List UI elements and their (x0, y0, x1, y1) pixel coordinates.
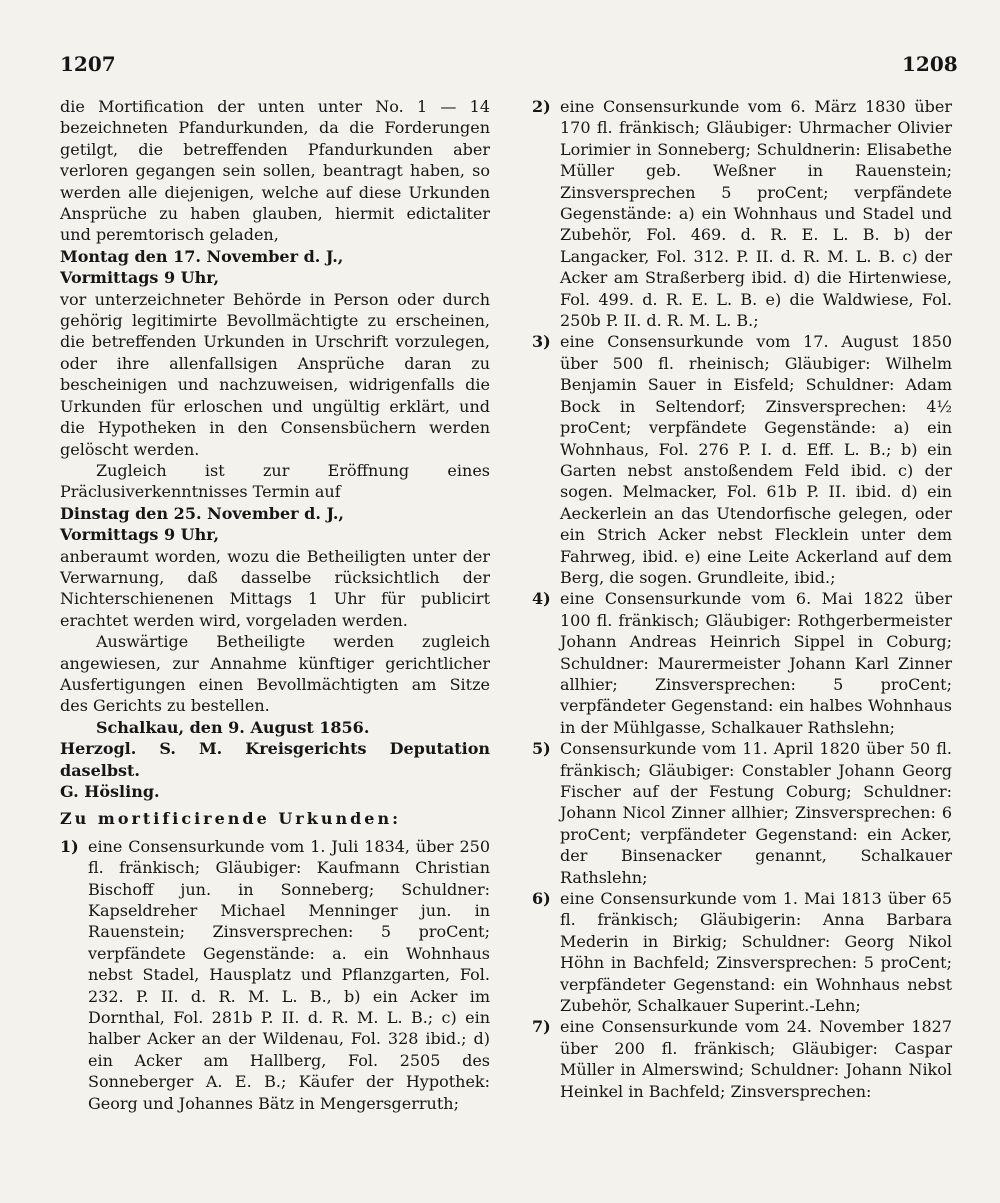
place-date: Schalkau, den 9. August 1856. (96, 717, 370, 737)
documents-heading: Zu mortificirende Urkunden: (60, 809, 401, 829)
document-item-6 (532, 888, 952, 1016)
page-number-right: 1208 (902, 52, 958, 76)
left-column (60, 96, 490, 1114)
item-text: eine Consensurkunde vom 17. August 1850 über 500 fl. rheinisch; Gläubiger: Wilhelm Benjamin Sauer in Eisfeld; Schuldner: Adam Bock in Seltendorf; Zinsversprechen: 4½ proCent; verpfändete Gegenstände: a) ein Wohnhaus, Fol. 276 P. I. d. Eff. L. B.; b) ein Garten nebst anstoßendem Feld ibid. c) der sogen. Melmacker, Fol. 61b P. II. ibid. d) ein Aeckerlein an das Utendorfische gelegen, oder ein Strich Acker nebst Flecklein unter dem Fahrweg, ibid. e) eine Leite Ackerland auf dem Berg, die sogen. Grundleite, ibid.; (560, 332, 952, 587)
document-item-1 (60, 836, 490, 1114)
item-text: eine Consensurkunde vom 24. November 1827 über 200 fl. fränkisch; Gläubiger: Caspar Müller in Almerswind; Schuldner: Johann Nikol Heinkel in Bachfeld; Zinsversprechen: (560, 1017, 952, 1101)
intro-paragraph: die Mortification der unten unter No. 1 — 14 bezeichneten Pfandurkunden, da die Forderungen getilgt, die betreffenden Pfandurkunden aber verloren gegangen sein sollen, beantragt haben, so werden alle diejenigen, welche auf diese Urkunden Ansprüche zu haben glauben, hiermit edictaliter und peremtorisch geladen, (60, 97, 490, 245)
item-text: eine Consensurkunde vom 6. März 1830 über 170 fl. fränkisch; Gläubiger: Uhrmacher Olivier Lorimier in Sonneberg; Schuldnerin: Elisabethe Müller geb. Weßner in Rauenstein; Zinsversprechen 5 proCent; verpfändete Gegenstände: a) ein Wohnhaus und Stadel und Zubehör, Fol. 469. d. R. E. L. B. b) der Langacker, Fol. 312. P. II. d. R. M. L. B. c) der Acker am Straßerberg ibid. d) die Hirtenwiese, Fol. 499. d. R. E. L. B. e) die Waldwiese, Fol. 250b P. II. d. R. M. L. B.; (560, 97, 952, 331)
signature: G. Hösling. (60, 782, 160, 801)
item-text: eine Consensurkunde vom 1. Mai 1813 über 65 fl. fränkisch; Gläubigerin: Anna Barbara Mederin in Birkig; Schuldner: Georg Nikol Höhn in Bachfeld; Zinsversprechen: 5 proCent; verpfändeter Gegenstand: ein Wohnhaus nebst Zubehör, Schalkauer Superint.-Lehn; (560, 889, 952, 1016)
issuing-authority: Herzogl. S. M. Kreisgerichts Deputation daselbst. (60, 739, 490, 780)
summons-paragraph: vor unterzeichneter Behörde in Person oder durch gehörig legitimirte Bevollmächtigte zu erscheinen, die betreffenden Urkunden in Urschrift vorzulegen, oder ihre allenfallsigen Ansprüche daran zu bescheinigen und nachzuweisen, widrigenfalls die Urkunden für erloschen und ungültig erklärt, und die Hypotheken in den Consensbüchern werden gelöscht werden. (60, 289, 490, 459)
document-item-7 (532, 1016, 952, 1102)
hearing-time: Vormittags 9 Uhr, (60, 268, 220, 288)
item-number: 5) (532, 739, 551, 759)
item-number: 4) (532, 589, 551, 609)
preclusion-date: Dinstag den 25. November d. J., (60, 503, 344, 523)
item-text: eine Consensurkunde vom 6. Mai 1822 über 100 fl. fränkisch; Gläubiger: Rothgerbermeister Johann Andreas Heinrich Sippel in Coburg; Schuldner: Maurermeister Johann Karl Zinner allhier; Zinsversprechen: 5 proCent; verpfändeter Gegenstand: ein halbes Wohnhaus in der Mühlgasse, Schalkauer Rathslehn; (560, 589, 952, 737)
preclusion-paragraph: Zugleich ist zur Eröffnung eines Präclusiverkenntnisses Termin auf (60, 460, 490, 502)
warning-paragraph: anberaumt worden, wozu die Betheiligten unter der Verwarnung, daß dasselbe rücksichtlich der Nichterschienenen Mittags 1 Uhr für publicirt erachtet werden wird, vorgeladen werden. (60, 546, 490, 630)
right-column (532, 96, 952, 1102)
item-number: 1) (60, 836, 79, 856)
preclusion-time: Vormittags 9 Uhr, (60, 525, 220, 545)
page-number-left: 1207 (60, 52, 116, 76)
document-item-5 (532, 738, 952, 888)
item-number: 6) (532, 889, 551, 909)
item-number: 7) (532, 1017, 551, 1037)
item-number: 2) (532, 97, 551, 116)
item-text: Consensurkunde vom 11. April 1820 über 50 fl. fränkisch; Gläubiger: Constabler Johann Georg Fischer auf der Festung Coburg; Schuldner: Johann Nicol Zinner allhier; Zinsversprechen: 6 proCent; verpfändeter Gegenstand: ein Acker, der Binsenacker genannt, Schalkauer Rathslehn; (560, 739, 952, 887)
item-number: 3) (532, 332, 551, 352)
foreign-parties-paragraph: Auswärtige Betheiligte werden zugleich angewiesen, zur Annahme künftiger gerichtlicher Ausfertigungen einen Bevollmächtigten am Sitze des Gerichts zu bestellen. (60, 632, 490, 716)
item-text: eine Consensurkunde vom 1. Juli 1834, über 250 fl. fränkisch; Gläubiger: Kaufmann Christian Bischoff jun. in Sonneberg; Schuldner: Kapseldreher Michael Menninger jun. in Rauenstein; Zinsversprechen: 5 proCent; verpfändete Gegenstände: a. ein Wohnhaus nebst Stadel, Hausplatz und Pflanzgarten, Fol. 232. P. II. d. R. M. L. B., b) ein Acker im Dornthal, Fol. 281b P. II. d. R. M. L. B.; c) ein halber Acker an der Wildenau, Fol. 328 ibid.; d) ein Acker am Hallberg, Fol. 2505 des Sonneberger A. E. B.; Käufer der Hypothek: Georg und Johannes Bätz in Mengersgerruth; (88, 836, 490, 1113)
document-item-2 (532, 96, 952, 331)
document-item-4 (532, 588, 952, 738)
document-item-3 (532, 331, 952, 588)
hearing-date: Montag den 17. November d. J., (60, 246, 344, 266)
